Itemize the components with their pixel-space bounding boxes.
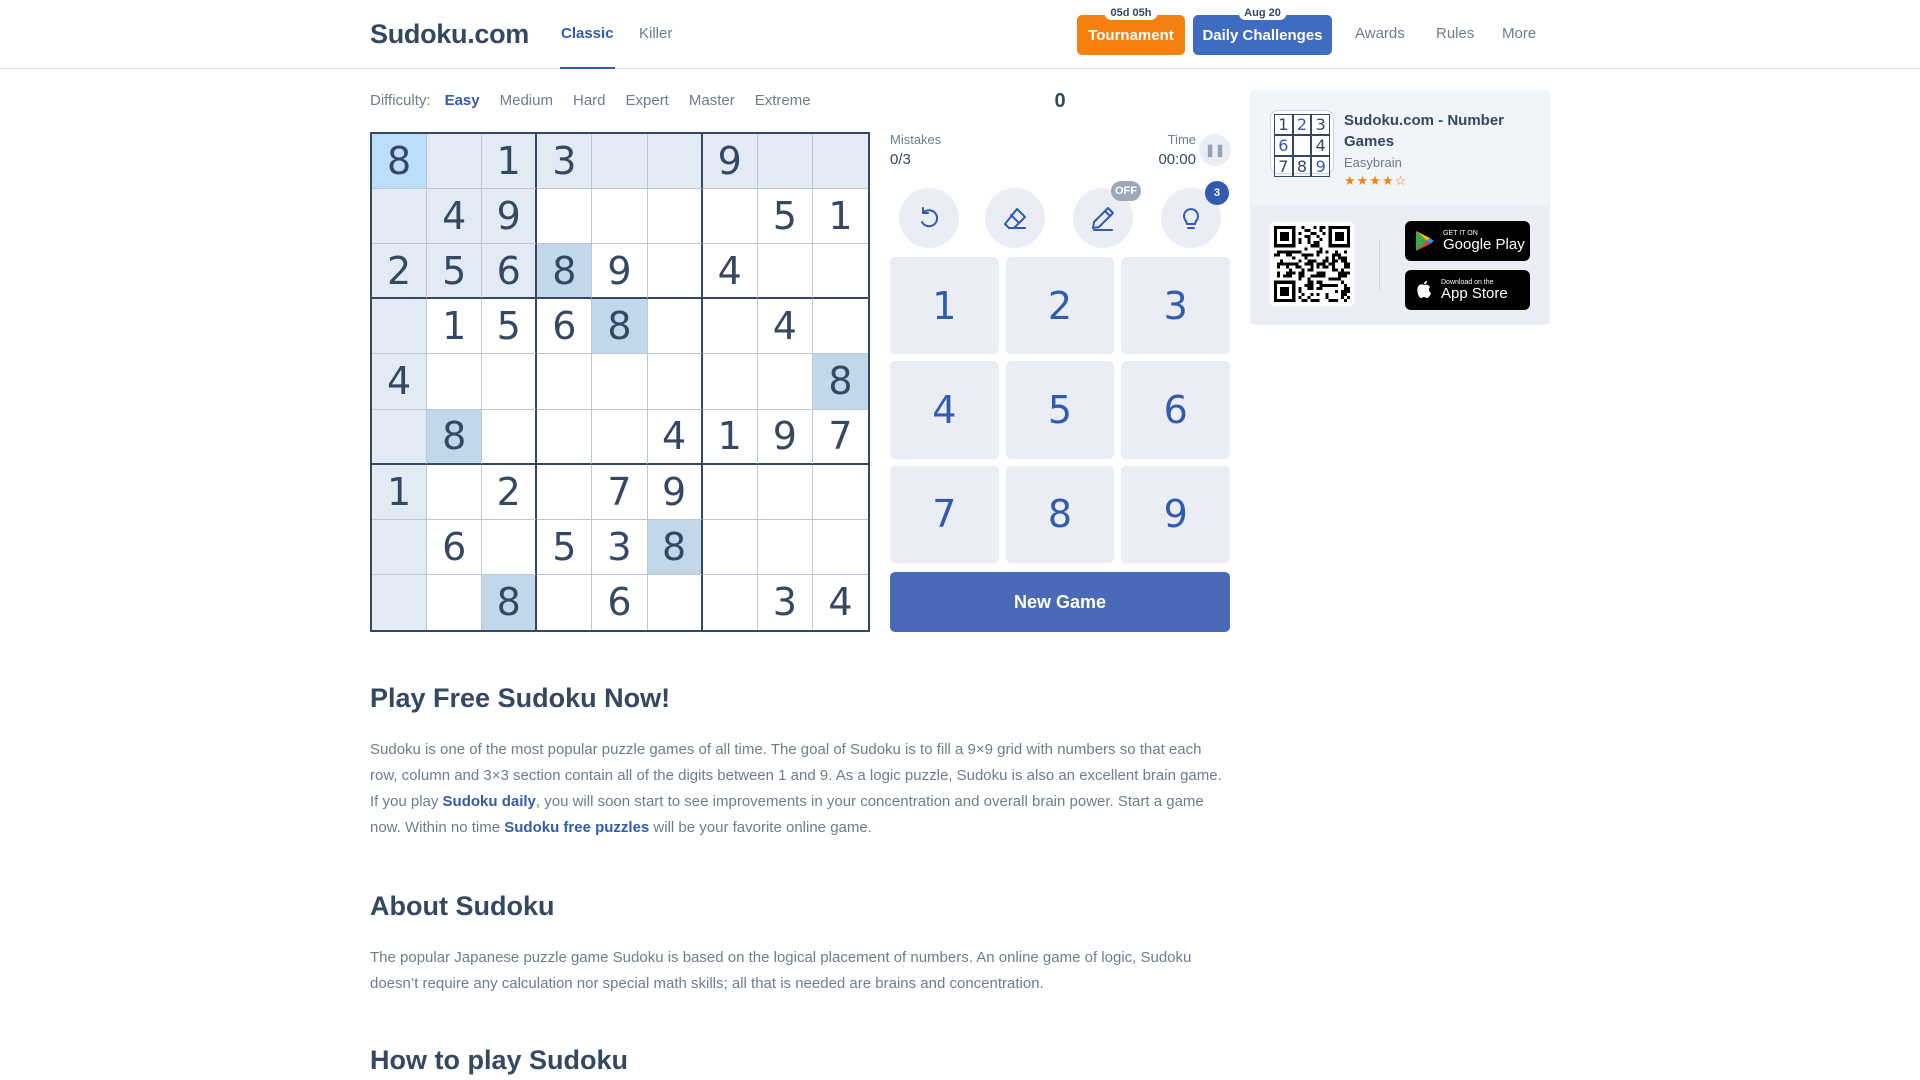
grid-cell[interactable]: 6 (482, 244, 537, 299)
number-pad (890, 257, 1230, 563)
difficulty-hard[interactable]: Hard (572, 92, 606, 109)
numpad-key-9[interactable]: 9 (1121, 466, 1230, 563)
grid-cell[interactable]: 6 (592, 575, 647, 630)
grid-cell[interactable] (372, 575, 427, 630)
grid-cell[interactable]: 4 (372, 354, 427, 409)
promo-divider (1379, 240, 1380, 290)
grid-cell[interactable] (537, 410, 592, 465)
grid-cell[interactable] (592, 354, 647, 409)
app-promo-header[interactable] (1250, 90, 1550, 205)
heading-about-sudoku: About Sudoku (370, 891, 555, 921)
daily-date-badge: Aug 20 (1238, 6, 1287, 20)
difficulty-label: Difficulty: (370, 92, 431, 109)
qr-code-icon (1274, 226, 1350, 302)
grid-cell[interactable] (537, 189, 592, 244)
sudoku-free-puzzles-link[interactable]: Sudoku free puzzles (504, 819, 650, 836)
heading-how-to-play: How to play Sudoku (370, 1045, 629, 1075)
google-play-big: Google Play (1443, 235, 1525, 253)
grid-cell[interactable] (703, 520, 758, 575)
app-icon-cell: 6 (1274, 135, 1293, 156)
grid-cell[interactable] (427, 134, 482, 189)
grid-cell[interactable]: 1 (427, 299, 482, 354)
grid-cell[interactable] (703, 189, 758, 244)
intro-text-b: , you will soon start to see improvements in your concentration and overall brain power. Start a game now. Within no time (370, 793, 1204, 836)
grid-cell[interactable] (813, 134, 868, 189)
numpad-key-7[interactable]: 7 (890, 466, 999, 563)
tournament-label: Tournament (1088, 26, 1174, 44)
pause-icon: ❚❚ (1204, 143, 1226, 157)
notes-off-badge: OFF (1111, 181, 1141, 201)
numpad-key-8[interactable]: 8 (1006, 466, 1115, 563)
heading-play-free: Play Free Sudoku Now! (370, 683, 671, 713)
tournament-button[interactable] (1077, 7, 1185, 55)
awards-link[interactable]: Awards (1355, 25, 1405, 42)
grid-cell[interactable]: 8 (372, 134, 427, 189)
more-link[interactable]: More (1502, 25, 1537, 42)
grid-cell[interactable] (648, 134, 703, 189)
apple-icon (1415, 280, 1433, 300)
rules-link[interactable]: Rules (1436, 25, 1475, 42)
grid-cell[interactable] (813, 299, 868, 354)
grid-cell[interactable] (482, 410, 537, 465)
hint-button[interactable] (1161, 188, 1221, 248)
grid-cell[interactable]: 4 (828, 580, 853, 625)
app-name: Sudoku.com - Number Games (1344, 112, 1505, 150)
grid-cell[interactable]: 4 (427, 189, 482, 244)
grid-cell[interactable] (758, 520, 813, 575)
sudoku-grid (370, 132, 870, 632)
hint-count-badge: 3 (1205, 181, 1229, 205)
mistakes-label: Mistakes (890, 132, 942, 147)
grid-cell[interactable]: 8 (537, 244, 592, 299)
app-icon-cell (1293, 135, 1312, 156)
grid-cell[interactable] (758, 465, 813, 520)
grid-cell[interactable]: 2 (482, 465, 537, 520)
sudoku-daily-link[interactable]: Sudoku daily (442, 793, 536, 810)
app-icon-cell: 8 (1293, 156, 1312, 177)
grid-cell[interactable] (758, 354, 813, 409)
time-label: Time (1167, 132, 1196, 147)
app-developer: Easybrain (1344, 155, 1402, 170)
grid-cell[interactable]: 2 (372, 244, 427, 299)
grid-cell[interactable] (648, 575, 703, 630)
grid-cell[interactable]: 5 (758, 189, 813, 244)
grid-cell[interactable]: 4 (648, 410, 703, 465)
grid-cell[interactable]: 3 (537, 134, 592, 189)
grid-cell[interactable]: 8 (648, 520, 703, 575)
app-icon-cell: 4 (1311, 135, 1330, 156)
grid-cell[interactable] (703, 465, 758, 520)
grid-cell[interactable] (427, 354, 482, 409)
app-store-small: Download on the (1441, 278, 1494, 286)
tab-killer[interactable]: Killer (639, 25, 673, 42)
grid-cell[interactable] (537, 575, 592, 630)
google-play-icon (1415, 230, 1435, 252)
grid-cell[interactable] (427, 575, 482, 630)
app-icon-cell: 2 (1293, 114, 1312, 135)
grid-cell[interactable]: 5 (537, 520, 592, 575)
grid-cell[interactable]: 6 (427, 520, 482, 575)
grid-cell[interactable]: 4 (703, 244, 758, 299)
grid-cell[interactable] (703, 354, 758, 409)
top-header (0, 0, 1920, 69)
grid-cell[interactable]: 5 (427, 244, 482, 299)
app-store-big: App Store (1441, 284, 1508, 302)
notes-button[interactable] (1073, 185, 1137, 248)
grid-cell[interactable]: 8 (482, 575, 537, 630)
intro-text-c: will be your favorite online game. (649, 819, 872, 836)
grid-cell[interactable]: 1 (813, 189, 868, 244)
app-icon-cell: 7 (1274, 156, 1293, 177)
app-promo-card (1250, 90, 1550, 325)
new-game-button[interactable]: New Game (890, 572, 1230, 632)
grid-cell[interactable] (648, 244, 703, 299)
numpad-key-2[interactable]: 2 (1006, 257, 1115, 354)
grid-cell[interactable]: 1 (372, 465, 427, 520)
difficulty-extreme[interactable]: Extreme (754, 92, 811, 109)
grid-cell[interactable] (813, 520, 868, 575)
numpad-key-5[interactable]: 5 (1006, 361, 1115, 458)
grid-cell[interactable]: 9 (648, 465, 703, 520)
pause-button[interactable] (1199, 134, 1231, 166)
grid-cell[interactable]: 1 (482, 134, 537, 189)
app-icon-cell: 3 (1311, 114, 1330, 135)
grid-cell[interactable] (372, 189, 427, 244)
tournament-countdown-badge: 05d 05h (1105, 6, 1158, 20)
eraser-icon (1000, 203, 1030, 233)
grid-cell[interactable] (482, 520, 537, 575)
grid-cell[interactable]: 8 (427, 410, 482, 465)
difficulty-expert[interactable]: Expert (625, 92, 669, 109)
grid-cell[interactable]: 9 (703, 134, 758, 189)
grid-cell[interactable] (813, 465, 868, 520)
lightbulb-icon (1176, 203, 1206, 233)
grid-cell[interactable]: 8 (592, 299, 647, 354)
numpad-key-3[interactable]: 3 (1121, 257, 1230, 354)
numpad-key-6[interactable]: 6 (1121, 361, 1230, 458)
erase-button[interactable] (985, 188, 1045, 248)
intro-paragraph (370, 737, 1230, 841)
grid-cell[interactable]: 9 (758, 410, 813, 465)
mistakes-value: 0/3 (890, 151, 911, 168)
daily-challenges-label: Daily Challenges (1202, 26, 1323, 44)
pencil-icon (1088, 203, 1118, 233)
grid-cell[interactable]: 8 (813, 354, 868, 409)
grid-cell[interactable] (703, 299, 758, 354)
grid-cell[interactable]: 1 (703, 410, 758, 465)
qr-code (1270, 222, 1354, 306)
grid-cell[interactable] (758, 134, 813, 189)
difficulty-easy[interactable]: Easy (444, 92, 480, 109)
app-icon-cell: 9 (1311, 156, 1330, 177)
grid-cell[interactable] (372, 410, 427, 465)
rating-stars: ★★★★☆ (1344, 173, 1408, 188)
difficulty-selector (370, 92, 811, 109)
tab-classic[interactable]: Classic (561, 25, 614, 42)
site-logo[interactable]: Sudoku.com (370, 19, 530, 49)
grid-cell[interactable]: 9 (482, 189, 537, 244)
grid-cell[interactable] (482, 354, 537, 409)
grid-cell[interactable]: 7 (813, 410, 868, 465)
difficulty-master[interactable]: Master (688, 92, 735, 109)
about-paragraph: The popular Japanese puzzle game Sudoku is based on the logical placement of numbers. An online game of logic, Sudoku doesn’t require any calculation nor special math skills; all that is needed are brains and concentration. (370, 949, 1192, 992)
app-icon-cell: 1 (1274, 114, 1293, 135)
grid-cell[interactable] (648, 354, 703, 409)
grid-cell[interactable] (537, 465, 592, 520)
grid-cell[interactable] (813, 244, 868, 299)
app-store-button[interactable] (1405, 270, 1530, 310)
grid-cell[interactable] (648, 189, 703, 244)
daily-challenges-button[interactable] (1193, 7, 1332, 55)
google-play-button[interactable] (1405, 221, 1530, 261)
grid-cell[interactable] (537, 354, 592, 409)
grid-cell[interactable] (703, 575, 758, 630)
grid-cell[interactable] (592, 134, 647, 189)
time-value: 00:00 (1158, 151, 1196, 168)
grid-cell[interactable] (648, 299, 703, 354)
grid-cell[interactable]: 6 (537, 299, 592, 354)
undo-button[interactable] (899, 188, 959, 248)
grid-cell[interactable]: 9 (592, 244, 647, 299)
grid-cell[interactable] (372, 299, 427, 354)
intro-text-a: Sudoku is one of the most popular puzzle games of all time. The goal of Sudoku is to fill a 9×9 grid with numbers so that each row, column and 3×3 section contain all of the digits between 1 and 9. As a logic puzzle, Sudoku is also an excellent brain game. If you play (370, 741, 1222, 810)
grid-cell[interactable]: 3 (592, 520, 647, 575)
grid-cell[interactable] (592, 410, 647, 465)
score: 0 (1054, 90, 1066, 112)
numpad-key-4[interactable]: 4 (890, 361, 999, 458)
grid-cell[interactable]: 7 (592, 465, 647, 520)
difficulty-medium[interactable]: Medium (499, 92, 553, 109)
grid-cell[interactable] (427, 465, 482, 520)
grid-cell[interactable]: 3 (758, 575, 813, 630)
grid-cell[interactable] (372, 520, 427, 575)
grid-cell[interactable] (592, 189, 647, 244)
numpad-key-1[interactable]: 1 (890, 257, 999, 354)
undo-icon (914, 203, 944, 233)
grid-cell[interactable] (758, 244, 813, 299)
app-icon (1270, 110, 1334, 174)
grid-cell[interactable]: 5 (482, 299, 537, 354)
google-play-small: GET IT ON (1443, 229, 1478, 237)
grid-cell[interactable]: 4 (758, 299, 813, 354)
